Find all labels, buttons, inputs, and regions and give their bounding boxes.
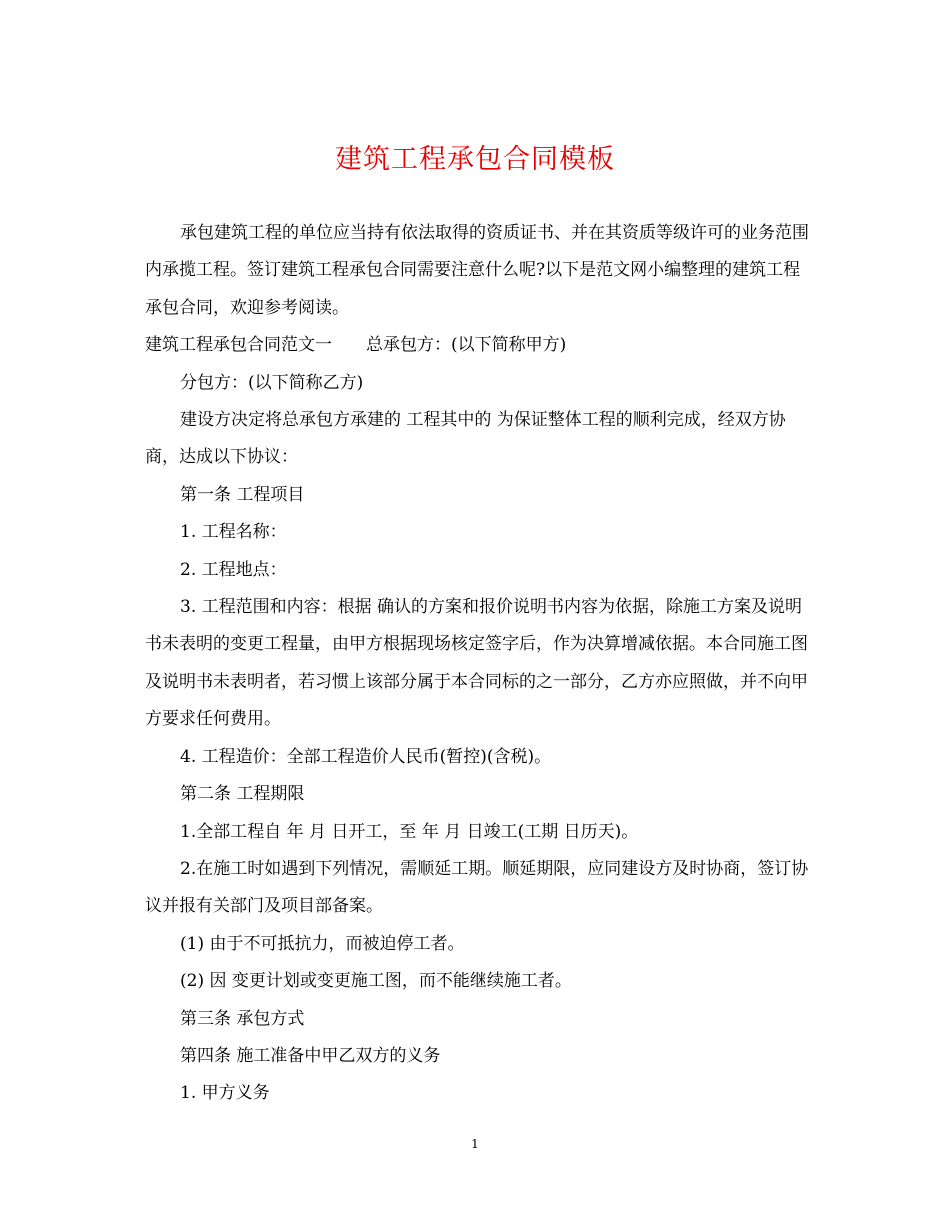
article-two-heading: 第二条 工程期限 [180, 784, 305, 805]
project-location-line: 2. 工程地点： [180, 559, 287, 580]
document-title: 建筑工程承包合同模板 [335, 144, 615, 175]
force-majeure-item: (1) 由于不可抵抗力，而被迫停工者。 [180, 933, 465, 954]
page-number: 1 [471, 1137, 479, 1151]
article-one-heading: 第一条 工程项目 [180, 484, 305, 505]
plan-change-item: (2) 因 变更计划或变更施工图，而不能继续施工者。 [180, 971, 572, 992]
schedule-line: 1.全部工程自 年 月 日开工，至 年 月 日竣工(工期 日历天)。 [180, 821, 639, 842]
party-a-duties-heading: 1. 甲方义务 [180, 1083, 270, 1104]
article-three-heading: 第三条 承包方式 [180, 1008, 305, 1029]
intro-paragraph: 承包建筑工程的单位应当持有依法取得的资质证书、并在其资质等级许可的业务范围内承揽工程。签订建筑工程承包合同需要注意什么呢?以下是范文网小编整理的建筑工程承包合同，欢迎参考阅读。 [145, 223, 809, 318]
agreement-paragraph: 建设方决定将总承包方承建的 工程其中的 为保证整体工程的顺利完成，经双方协商，达成以下协议： [145, 410, 786, 468]
project-name-line: 1. 工程名称： [180, 522, 287, 543]
article-four-heading: 第四条 施工准备中甲乙双方的义务 [180, 1045, 441, 1066]
document-body [145, 215, 813, 1113]
project-cost-line: 4. 工程造价：全部工程造价人民币(暂控)(含税)。 [180, 746, 552, 767]
subcontractor-line: 分包方：(以下简称乙方) [180, 372, 364, 393]
project-scope-paragraph: 3. 工程范围和内容：根据 确认的方案和报价说明书内容为依据，除施工方案及说明书未表明的变更工程量，由甲方根据现场核定签字后，作为决算增减依据。本合同施工图及说明书未表明者，若习惯上该部分属于本合同标的之一部分，乙方亦应照做，并不向甲方要求任何费用。 [145, 597, 808, 730]
contract-sample-heading: 建筑工程承包合同范文一 总承包方：(以下简称甲方) [145, 335, 567, 356]
extension-paragraph: 2.在施工时如遇到下列情况，需顺延工期。顺延期限，应同建设方及时协商，签订协议并报有关部门及项目部备案。 [145, 858, 809, 917]
